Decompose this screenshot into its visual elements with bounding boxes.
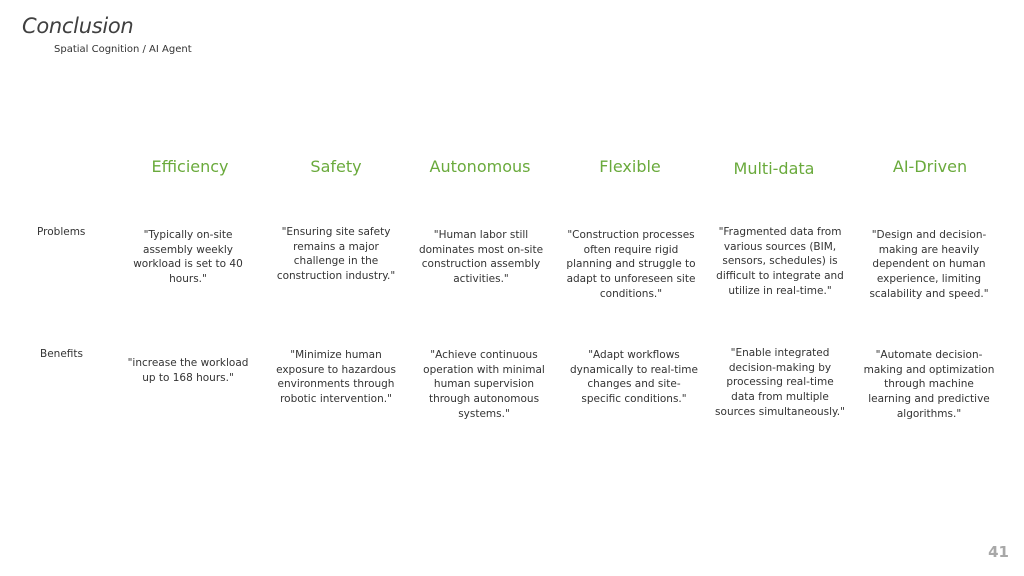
row-label-problems: Problems [37, 226, 86, 238]
column-header-safety: Safety [310, 157, 362, 176]
problem-cell-ai-driven: "Design and decision-making are heavily dependent on human experience, limiting scalability and speed." [869, 229, 989, 300]
benefit-cell-safety: "Minimize human exposure to hazardous environments through robotic intervention." [276, 349, 396, 406]
benefit-cell-efficiency: "increase the workload up to 168 hours." [127, 357, 249, 384]
problem-cell-multi-data: "Fragmented data from various sources (BIM, sensors, schedules) is difficult to integrate and utilize in real-time." [716, 226, 844, 297]
slide-title: Conclusion [22, 14, 134, 38]
benefit-cell-autonomous: "Achieve continuous operation with minimal human supervision through autonomous systems." [423, 349, 545, 420]
problem-cell-autonomous: "Human labor still dominates most on-site construction assembly activities." [418, 229, 544, 286]
slide-subtitle: Spatial Cognition / AI Agent [54, 44, 192, 55]
benefit-cell-ai-driven: "Automate decision-making and optimization through machine learning and predictive algorithms." [863, 349, 995, 420]
column-header-multi-data: Multi-data [733, 159, 815, 178]
problem-cell-safety: "Ensuring site safety remains a major challenge in the construction industry." [276, 226, 396, 283]
column-header-flexible: Flexible [599, 157, 661, 176]
column-header-ai-driven: AI-Driven [892, 157, 968, 176]
column-header-autonomous: Autonomous [429, 157, 531, 176]
benefit-cell-multi-data: "Enable integrated decision-making by processing real-time data from multiple sources simultaneously." [715, 347, 845, 418]
problem-cell-flexible: "Construction processes often require rigid planning and struggle to adapt to unforeseen site conditions." [566, 229, 696, 300]
column-header-efficiency: Efficiency [151, 157, 229, 176]
page-number: 41 [988, 543, 1009, 561]
problem-cell-efficiency: "Typically on-site assembly weekly workload is set to 40 hours." [133, 229, 243, 286]
benefit-cell-flexible: "Adapt workflows dynamically to real-time changes and site-specific conditions." [570, 349, 698, 406]
row-label-benefits: Benefits [40, 348, 83, 360]
